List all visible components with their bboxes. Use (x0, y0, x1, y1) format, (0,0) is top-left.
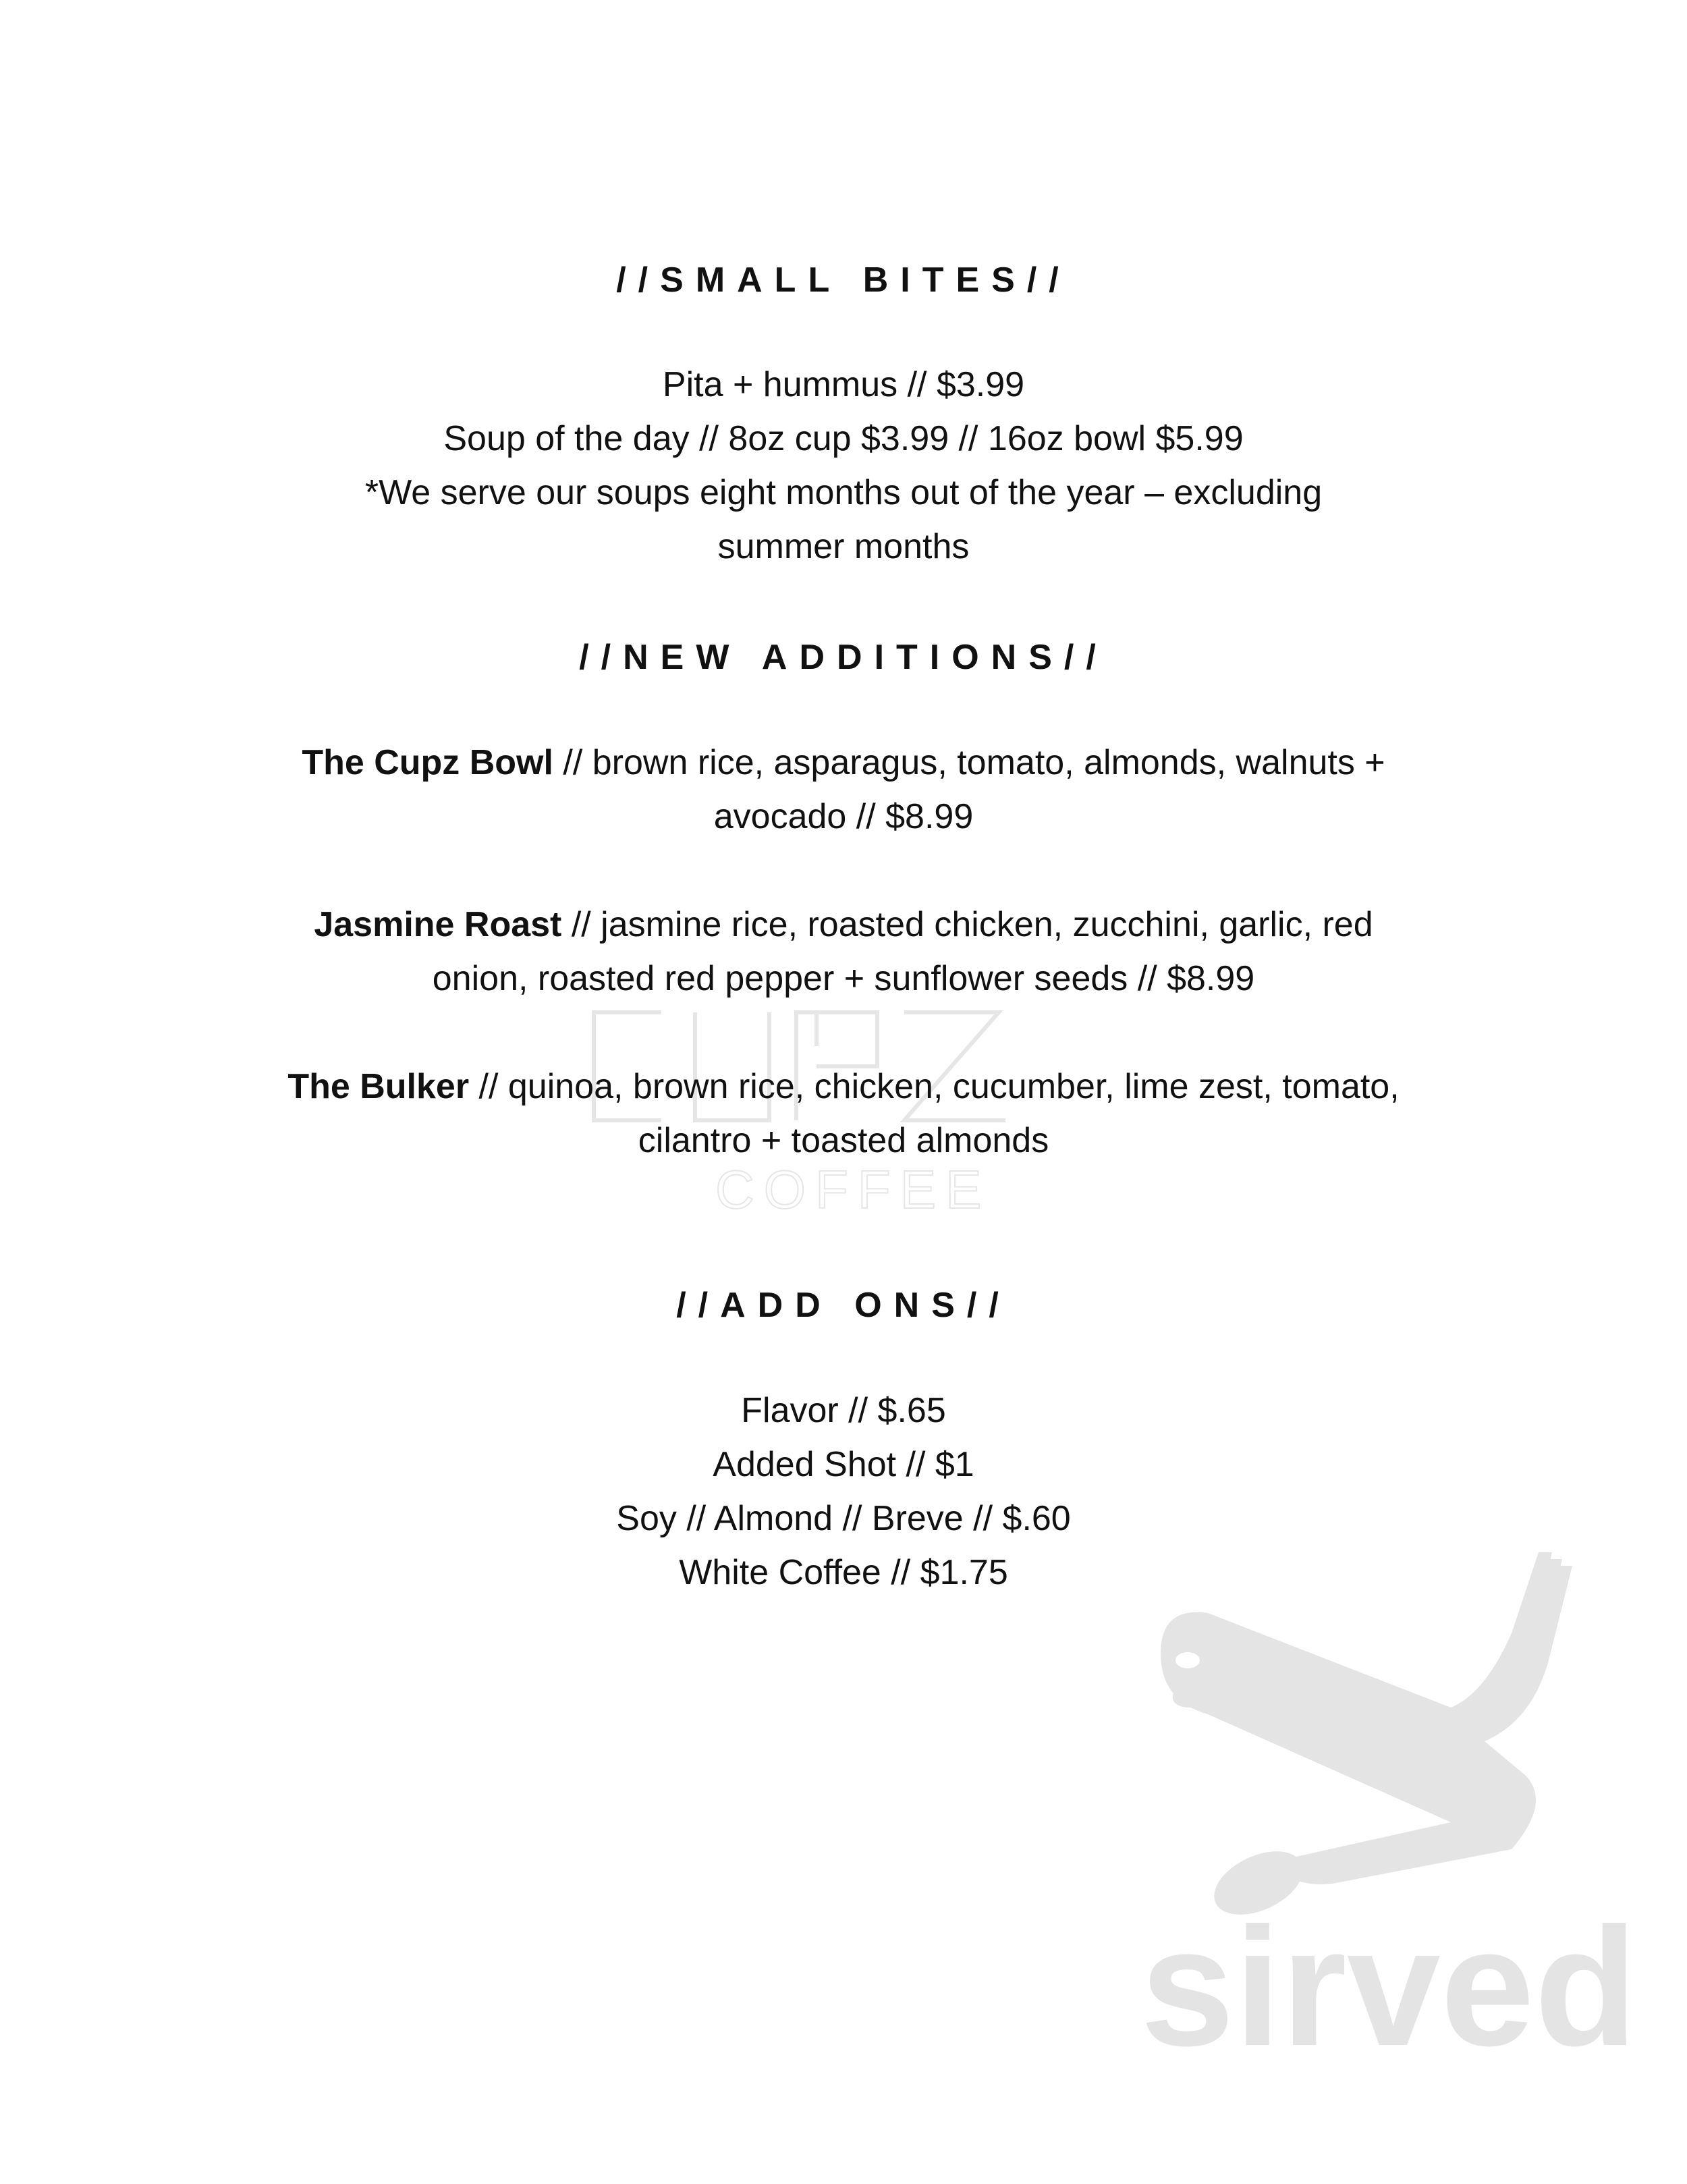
sirved-watermark-text: sirved (1140, 1892, 1638, 2058)
new-additions-heading: //NEW ADDITIONS// (579, 638, 1108, 677)
add-on-white-coffee: White Coffee // $1.75 (679, 1553, 1008, 1592)
small-bites-heading: //SMALL BITES// (616, 261, 1071, 300)
add-on-milk: Soy // Almond // Breve // $.60 (616, 1499, 1071, 1538)
add-ons-heading: //ADD ONS// (676, 1286, 1011, 1325)
small-bites-item-pita: Pita + hummus // $3.99 (662, 365, 1025, 404)
cupz-watermark-subtext: COFFEE (715, 1159, 991, 1220)
bulker-name: The Bulker (287, 1067, 470, 1106)
sirved-watermark-logo (1134, 1532, 1647, 2058)
small-bites-item-soup: Soup of the day // 8oz cup $3.99 // 16oz bowl $5.99 (443, 419, 1244, 458)
cupz-bowl-line2: avocado // $8.99 (713, 797, 974, 836)
small-bites-note-line2: summer months (717, 527, 970, 566)
cupz-coffee-watermark-logo (580, 1006, 1120, 1228)
jasmine-roast-desc1: // jasmine rice, roasted chicken, zucchini, garlic, red (561, 905, 1373, 944)
cupz-bowl-line1 (0, 742, 1687, 783)
add-on-shot: Added Shot // $1 (713, 1445, 974, 1484)
cupz-bowl-desc1: // brown rice, asparagus, tomato, almonds, walnuts + (553, 743, 1385, 782)
jasmine-roast-name: Jasmine Roast (314, 905, 562, 944)
cupz-bowl-name: The Cupz Bowl (302, 743, 553, 782)
add-on-flavor: Flavor // $.65 (741, 1391, 946, 1430)
bulker-line1 (0, 1066, 1687, 1107)
jasmine-roast-line1 (0, 904, 1687, 945)
bulker-desc1: // quinoa, brown rice, chicken, cucumber, lime zest, tomato, (469, 1067, 1400, 1106)
small-bites-note-line1: *We serve our soups eight months out of the year – excluding (364, 473, 1323, 512)
jasmine-roast-line2: onion, roasted red pepper + sunflower seeds // $8.99 (432, 959, 1255, 998)
bulker-line2: cilantro + toasted almonds (638, 1121, 1049, 1160)
